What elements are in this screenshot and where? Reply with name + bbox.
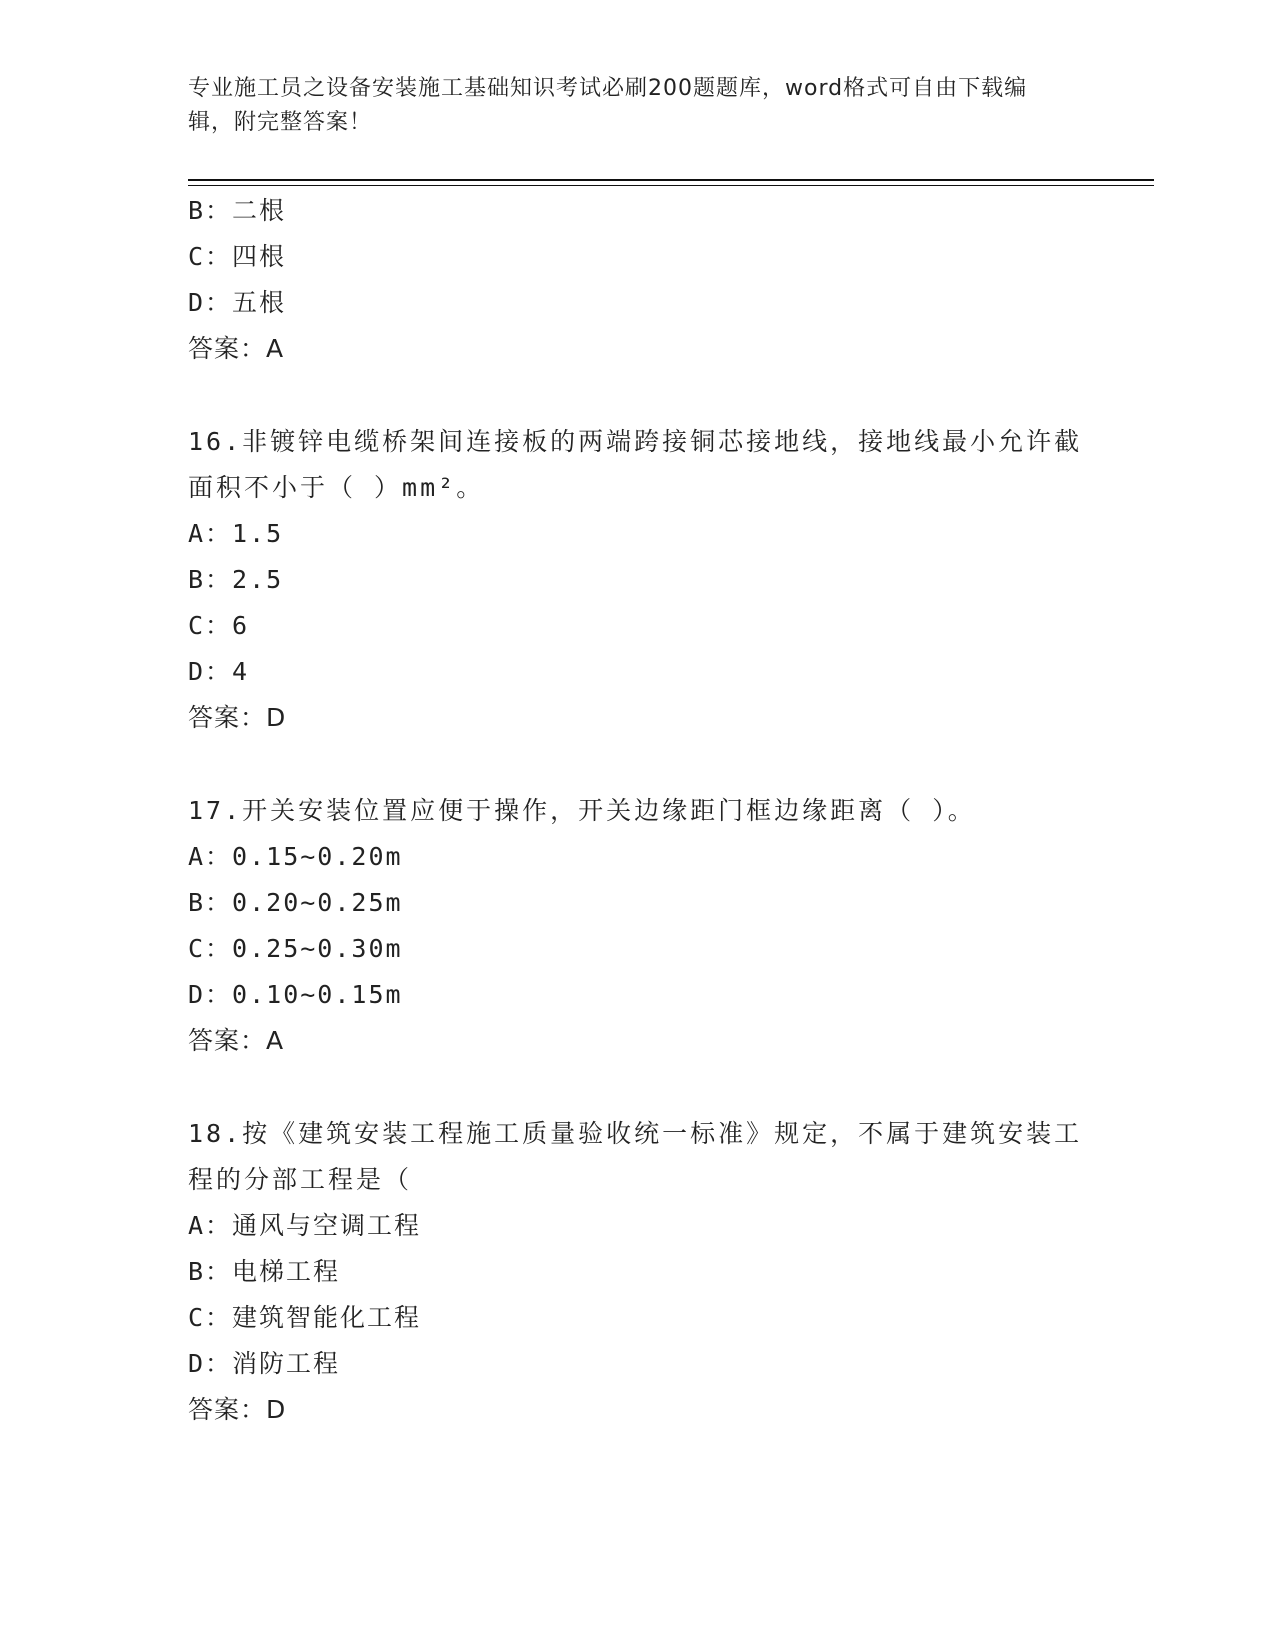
option-d: D：消防工程	[188, 1349, 341, 1378]
option-c: C：6	[188, 611, 250, 640]
option-b: B：二根	[188, 196, 287, 225]
document-header: 专业施工员之设备安装施工基础知识考试必刷200题题库，word格式可自由下载编辑，附完整答案！	[188, 76, 1028, 135]
question-content	[188, 188, 1088, 1433]
option-a: A：1.5	[188, 519, 284, 548]
option-d: D：0.10~0.15m	[188, 980, 403, 1009]
answer-line: 答案：D	[188, 1395, 287, 1424]
option-b: B：2.5	[188, 565, 284, 594]
option-a: A：0.15~0.20m	[188, 842, 403, 871]
header-divider	[188, 179, 1154, 181]
header-divider-thin	[188, 185, 1154, 186]
question-16-stem: 16.非镀锌电缆桥架间连接板的两端跨接铜芯接地线，接地线最小允许截面积不小于（ ）mm²。	[188, 427, 1083, 502]
question-17-stem: 17.开关安装位置应便于操作，开关边缘距门框边缘距离（ ）。	[188, 796, 976, 825]
option-a: A：通风与空调工程	[188, 1211, 422, 1240]
option-c: C：0.25~0.30m	[188, 934, 403, 963]
answer-line: 答案：A	[188, 1026, 285, 1055]
option-d: D：4	[188, 657, 250, 686]
option-b: B：0.20~0.25m	[188, 888, 403, 917]
option-d: D：五根	[188, 288, 287, 317]
option-b: B：电梯工程	[188, 1257, 341, 1286]
option-c: C：四根	[188, 242, 287, 271]
answer-line: 答案：D	[188, 703, 287, 732]
option-c: C：建筑智能化工程	[188, 1303, 422, 1332]
answer-line: 答案：A	[188, 334, 285, 363]
question-18-stem: 18.按《建筑安装工程施工质量验收统一标准》规定，不属于建筑安装工程的分部工程是（	[188, 1119, 1083, 1194]
